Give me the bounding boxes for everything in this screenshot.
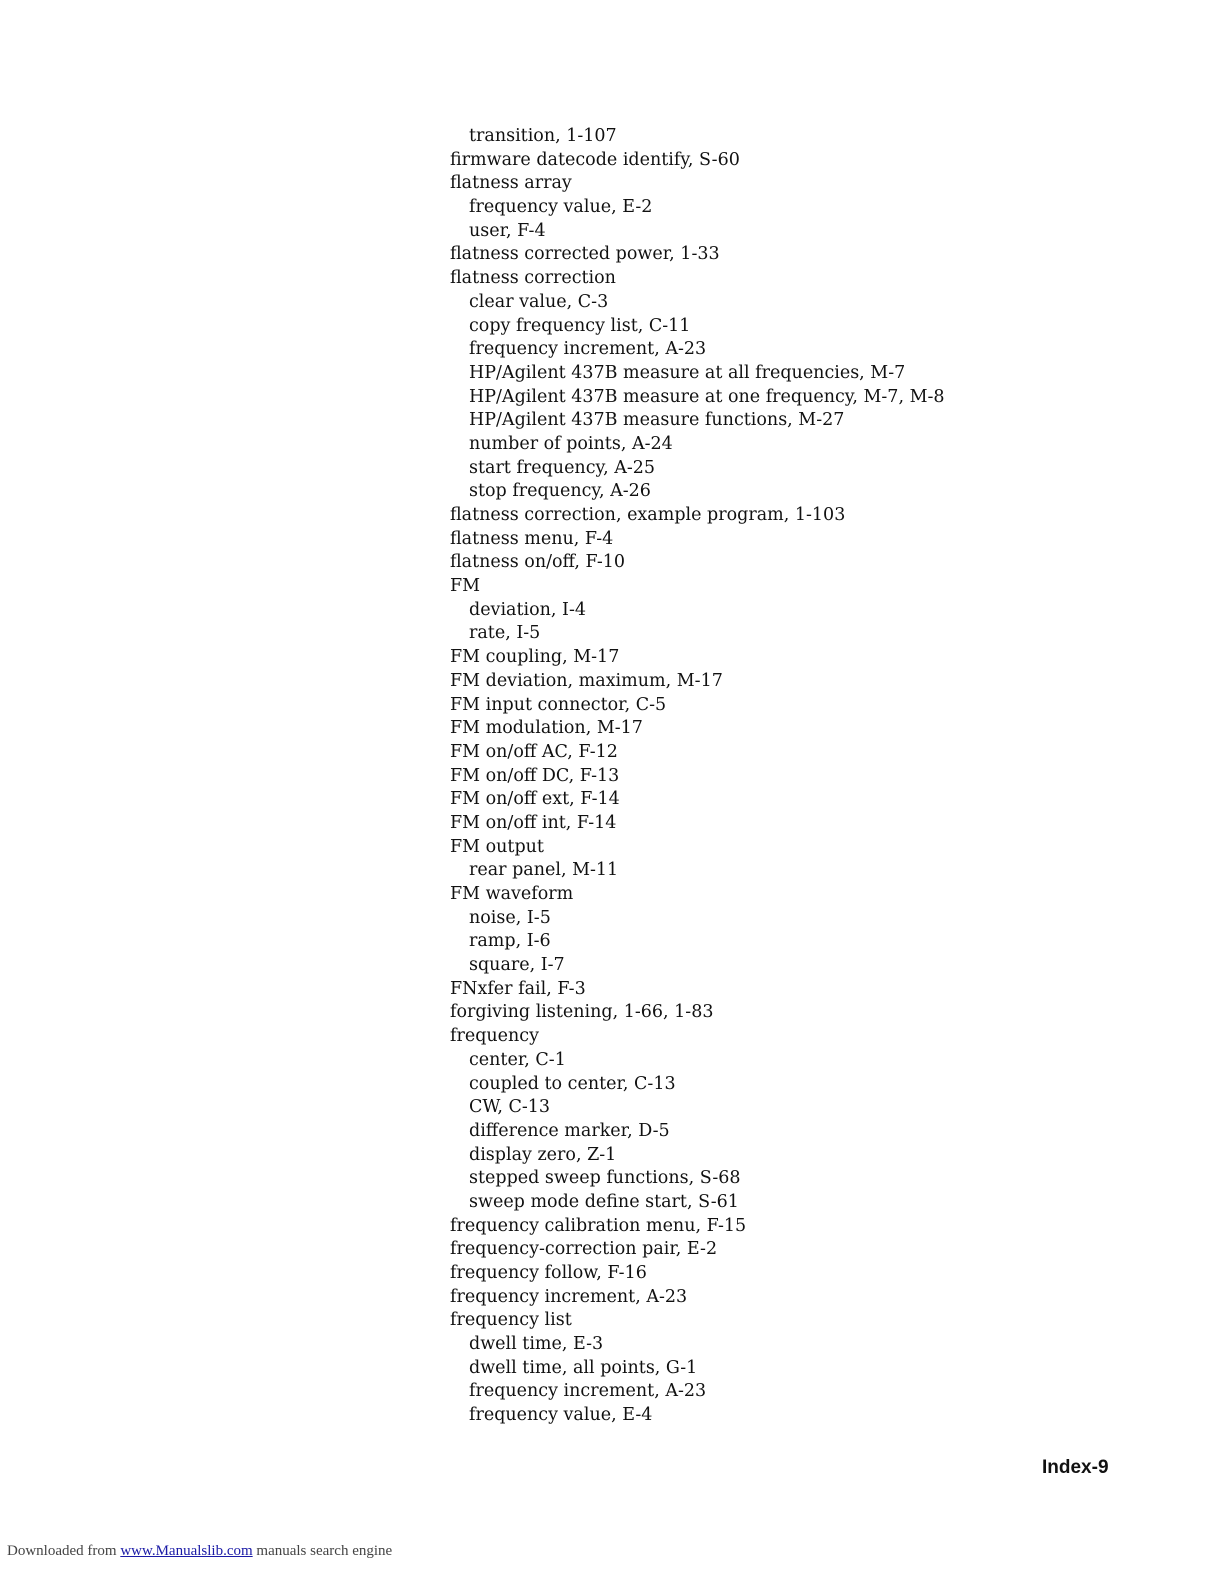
index-subentry: frequency increment, A-23 bbox=[469, 1381, 707, 1402]
index-subentry: CW, C-13 bbox=[469, 1097, 551, 1118]
index-subentry: HP/Agilent 437B measure functions, M-27 bbox=[469, 410, 845, 431]
index-entry: FM waveform bbox=[450, 884, 574, 904]
index-subentry: center, C-1 bbox=[469, 1049, 566, 1070]
index-subentry: difference marker, D-5 bbox=[469, 1120, 670, 1141]
index-subentry: frequency value, E-2 bbox=[469, 197, 653, 218]
index-subentry: dwell time, E-3 bbox=[469, 1334, 604, 1355]
manualslib-link[interactable]: www.Manualslib.com bbox=[120, 1543, 253, 1559]
index-subentry: start frequency, A-25 bbox=[469, 457, 656, 478]
index-entry: frequency-correction pair, E-2 bbox=[450, 1239, 718, 1260]
index-entry: frequency increment, A-23 bbox=[450, 1286, 688, 1307]
index-entry: flatness array bbox=[450, 173, 572, 194]
index-subentry: frequency increment, A-23 bbox=[469, 339, 707, 360]
index-subentry: square, I-7 bbox=[469, 955, 565, 976]
index-subentry: rear panel, M-11 bbox=[469, 860, 619, 881]
index-subentry: sweep mode define start, S-61 bbox=[469, 1191, 739, 1212]
index-entry: firmware datecode identify, S-60 bbox=[450, 149, 740, 170]
index-entry: flatness menu, F-4 bbox=[450, 528, 614, 549]
index-subentry: dwell time, all points, G-1 bbox=[469, 1357, 698, 1378]
index-entry: FM deviation, maximum, M-17 bbox=[450, 670, 723, 691]
index-subentry: HP/Agilent 437B measure at one frequency, M-7, M-8 bbox=[469, 386, 945, 407]
index-entry: FNxfer fail, F-3 bbox=[450, 978, 586, 999]
index-subentry: copy frequency list, C-11 bbox=[469, 315, 691, 336]
index-subentry: noise, I-5 bbox=[469, 907, 551, 928]
index-entry: FM modulation, M-17 bbox=[450, 718, 643, 739]
index-entry: FM input connector, C-5 bbox=[450, 694, 667, 715]
index-entry: FM on/off int, F-14 bbox=[450, 812, 617, 833]
index-entry: FM output bbox=[450, 836, 544, 857]
index-entry: frequency follow, F-16 bbox=[450, 1263, 647, 1283]
index-subentry: ramp, I-6 bbox=[469, 931, 551, 952]
index-entry: FM coupling, M-17 bbox=[450, 647, 620, 668]
index-entry: flatness correction bbox=[450, 268, 616, 289]
page-number: Index-9 bbox=[1042, 1457, 1109, 1478]
index-subentry: number of points, A-24 bbox=[469, 433, 673, 454]
index-subentry: HP/Agilent 437B measure at all frequencies, M-7 bbox=[469, 362, 906, 383]
index-entry: FM on/off DC, F-13 bbox=[450, 765, 620, 786]
index-subentry: frequency value, E-4 bbox=[469, 1405, 653, 1426]
index-subentry: coupled to center, C-13 bbox=[469, 1073, 676, 1094]
index-subentry: stop frequency, A-26 bbox=[469, 481, 651, 502]
index-subentry: clear value, C-3 bbox=[469, 291, 609, 312]
index-subentry: rate, I-5 bbox=[469, 623, 541, 644]
index-subentry: deviation, I-4 bbox=[469, 599, 586, 620]
index-entry: flatness corrected power, 1-33 bbox=[450, 244, 720, 265]
index-entry: frequency bbox=[450, 1026, 539, 1047]
index-entry: flatness on/off, F-10 bbox=[450, 552, 625, 573]
index-entry: FM on/off ext, F-14 bbox=[450, 789, 620, 810]
index-entry: flatness correction, example program, 1-103 bbox=[450, 505, 846, 525]
index-entry: forgiving listening, 1-66, 1-83 bbox=[450, 1002, 714, 1023]
index-entry-list bbox=[450, 125, 945, 1428]
index-entry: FM on/off AC, F-12 bbox=[450, 741, 618, 762]
download-footer bbox=[7, 1542, 392, 1560]
index-entry: frequency calibration menu, F-15 bbox=[450, 1215, 747, 1236]
index-subentry: stepped sweep functions, S-68 bbox=[469, 1168, 741, 1189]
index-subentry: user, F-4 bbox=[469, 220, 546, 241]
footer-prefix: Downloaded from bbox=[7, 1543, 117, 1559]
index-subentry: display zero, Z-1 bbox=[469, 1144, 617, 1165]
index-entry: FM bbox=[450, 576, 481, 597]
footer-suffix: manuals search engine bbox=[256, 1543, 393, 1559]
index-entry: frequency list bbox=[450, 1310, 572, 1331]
index-subentry: transition, 1-107 bbox=[469, 126, 617, 146]
